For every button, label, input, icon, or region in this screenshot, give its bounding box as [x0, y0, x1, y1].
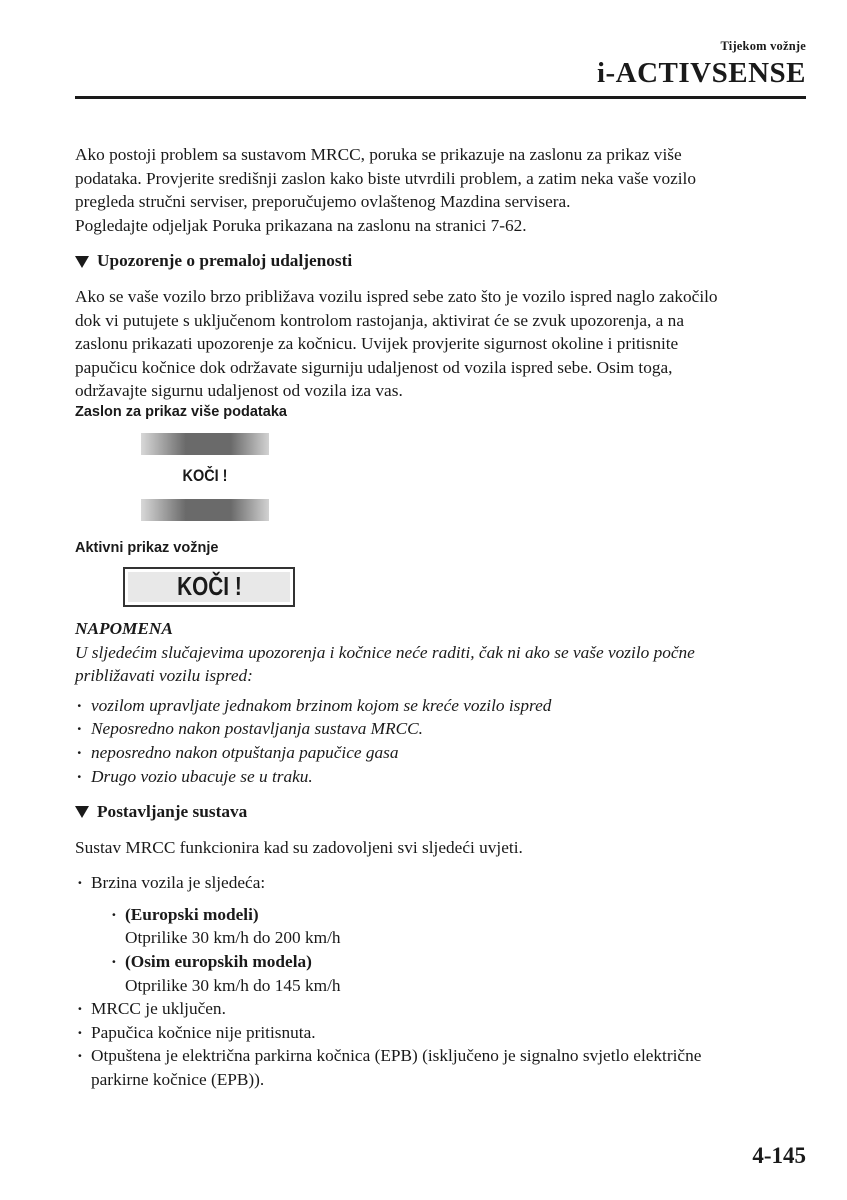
brake-warning-text: KOČI ! — [176, 571, 242, 602]
text-line: dok vi putujete s uključenom kontrolom rastojanja, aktivirat će se zvuk upozorenja, a na — [75, 310, 684, 330]
brake-warning-text: KOČI ! — [182, 465, 228, 485]
list-item: · vozilom upravljate jednakom brzinom kojom se kreće vozilo ispred — [75, 694, 810, 718]
list-item: · neposredno nakon otpuštanja papučice gasa — [75, 741, 810, 765]
list-item: · Neposredno nakon postavljanja sustava MRCC. — [75, 717, 810, 741]
list-item — [109, 950, 810, 997]
warning-heading-text: Upozorenje o premaloj udaljenosti — [97, 251, 353, 271]
setup-heading — [75, 800, 810, 824]
text-line: U sljedećim slučajevima upozorenja i kočnice neće raditi, čak ni ako se vaše vozilo počne — [75, 642, 695, 662]
section-label: Tijekom vožnje — [720, 39, 806, 53]
note-block — [75, 617, 810, 788]
conditions-list — [75, 871, 810, 1091]
active-driving-display-figure — [123, 567, 295, 607]
list-item: · Drugo vozio ubacuje se u traku. — [75, 765, 810, 789]
warning-paragraph — [75, 285, 810, 403]
list-item — [75, 871, 810, 997]
display-gradient-bar — [141, 433, 269, 455]
european-models-label: · (Europski modeli) — [125, 904, 259, 924]
display-gradient-bar — [141, 499, 269, 521]
setup-intro: Sustav MRCC funkcionira kad su zadovoljeni svi sljedeći uvjeti. — [75, 837, 523, 857]
text-line: pregleda stručni serviser, preporučujemo ovlaštenog Mazdina servisera. — [75, 192, 571, 212]
triangle-marker-icon — [75, 806, 89, 818]
text-line: · Otpuštena je električna parkirna kočnica (EPB) (isključeno je signalno svjetlo električne — [91, 1046, 702, 1066]
text-line: Ako se vaše vozilo brzo približava vozilu ispred sebe zato što je vozilo ispred naglo zakočilo — [75, 286, 718, 306]
display-panel — [128, 572, 290, 602]
setup-heading-text: Postavljanje sustava — [97, 802, 248, 822]
multi-info-display-figure — [141, 433, 269, 521]
warning-heading — [75, 249, 810, 273]
list-item: · MRCC je uključen. — [75, 997, 810, 1021]
figure1-caption: Zaslon za prikaz više podataka — [75, 403, 287, 420]
text-line: podataka. Provjerite središnji zaslon kako biste utvrdili problem, a zatim neka vaše vozilo — [75, 168, 696, 188]
list-item — [109, 903, 810, 950]
speed-sublist — [109, 903, 810, 997]
text-line: održavajte sigurnu udaljenost od vozila iza vas. — [75, 381, 403, 401]
other-models-value: Otprilike 30 km/h do 145 km/h — [125, 975, 341, 995]
list-item: · Papučica kočnice nije pritisnuta. — [75, 1021, 810, 1045]
text-line: Pogledajte odjeljak Poruka prikazana na zaslonu na stranici 7-62. — [75, 215, 527, 235]
speed-item-text: · Brzina vozila je sljedeća: — [91, 873, 266, 893]
text-line: papučicu kočnice dok održavate sigurniju udaljenost od vozila ispred sebe. Osim toga, — [75, 357, 673, 377]
note-title: NAPOMENA — [75, 618, 173, 638]
text-line: zaslonu prikazati upozorenje za kočnicu. Uvijek provjerite sigurnost okoline i pritisnite — [75, 334, 679, 354]
page-content — [75, 143, 810, 1092]
triangle-marker-icon — [75, 256, 89, 268]
chapter-title: i-ACTIVSENSE — [596, 57, 806, 89]
text-line: približavati vozilu ispred: — [75, 666, 253, 686]
page-number: 4-145 — [752, 1143, 806, 1168]
text-line: parkirne kočnice (EPB)). — [91, 1070, 265, 1090]
list-item — [75, 1044, 810, 1091]
intro-paragraph — [75, 143, 810, 237]
note-text — [75, 641, 810, 688]
header-divider — [75, 96, 806, 99]
other-models-label: · (Osim europskih modela) — [125, 952, 312, 972]
note-list — [75, 694, 810, 788]
text-line: Ako postoji problem sa sustavom MRCC, poruka se prikazuje na zaslonu za prikaz više — [75, 145, 682, 164]
figure2-caption: Aktivni prikaz vožnje — [75, 539, 219, 556]
european-models-value: Otprilike 30 km/h do 200 km/h — [125, 928, 341, 948]
